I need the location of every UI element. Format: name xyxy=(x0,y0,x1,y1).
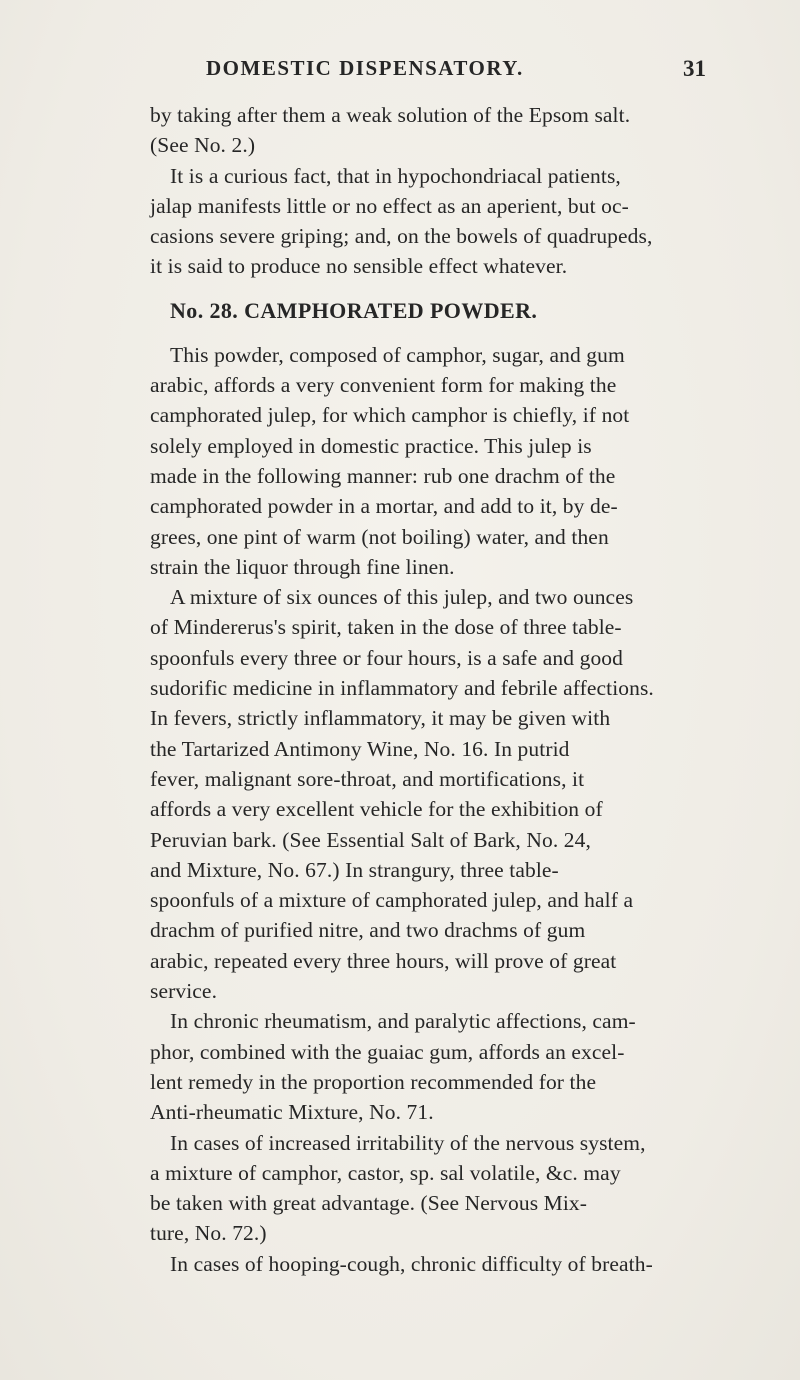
running-head xyxy=(206,56,706,86)
text-line: This powder, composed of camphor, sugar, and gum xyxy=(170,342,625,367)
text-line: In fevers, strictly inflammatory, it may be given with xyxy=(150,706,611,731)
text-line: ture, No. 72.) xyxy=(150,1221,267,1246)
text-line: Peruvian bark. (See Essential Salt of Bark, No. 24, xyxy=(150,827,591,852)
text-line: strain the liquor through fine linen. xyxy=(150,554,455,579)
text-line: the Tartarized Antimony Wine, No. 16. In putrid xyxy=(150,736,570,761)
text-line: fever, malignant sore-throat, and mortifications, it xyxy=(150,766,585,791)
text-line: (See No. 2.) xyxy=(150,133,256,158)
text-line: be taken with great advantage. (See Nervous Mix- xyxy=(150,1191,588,1216)
text-line: In cases of increased irritability of the nervous system, xyxy=(170,1130,646,1155)
text-line: It is a curious fact, that in hypochondriacal patients, xyxy=(170,163,621,188)
text-line: affords a very excellent vehicle for the exhibition of xyxy=(150,797,603,822)
section-heading: No. 28. CAMPHORATED POWDER. xyxy=(170,297,538,323)
text-line: arabic, repeated every three hours, will prove of great xyxy=(150,948,617,973)
running-title: DOMESTIC DISPENSATORY. xyxy=(206,56,524,80)
text-line: spoonfuls of a mixture of camphorated julep, and half a xyxy=(150,888,634,913)
text-line: phor, combined with the guaiac gum, affords an excel- xyxy=(150,1039,625,1064)
text-line: camphorated julep, for which camphor is chiefly, if not xyxy=(150,403,630,428)
text-line: solely employed in domestic practice. This julep is xyxy=(150,433,592,458)
text-line: In cases of hooping-cough, chronic difficulty of breath- xyxy=(170,1251,653,1276)
page-number: 31 xyxy=(683,56,706,81)
text-line: by taking after them a weak solution of the Epsom salt. xyxy=(150,103,631,127)
text-line: camphorated powder in a mortar, and add to it, by de- xyxy=(150,494,618,519)
text-line: a mixture of camphor, castor, sp. sal volatile, &c. may xyxy=(150,1160,621,1185)
text-line: Anti-rheumatic Mixture, No. 71. xyxy=(150,1100,434,1125)
text-line: made in the following manner: rub one drachm of the xyxy=(150,463,616,488)
text-line: jalap manifests little or no effect as an aperient, but oc- xyxy=(150,193,629,218)
text-line: arabic, affords a very convenient form for making the xyxy=(150,373,617,398)
paragraph-jalap xyxy=(150,161,710,282)
text-line: grees, one pint of warm (not boiling) water, and then xyxy=(150,524,609,549)
paragraph-rheumatism xyxy=(150,1006,710,1127)
text-line: lent remedy in the proportion recommended for the xyxy=(150,1069,597,1094)
paragraph-mixture xyxy=(150,582,710,1006)
text-line: sudorific medicine in inflammatory and febrile affections. xyxy=(150,676,654,701)
paragraph-continuation xyxy=(150,100,710,161)
text-line: service. xyxy=(150,979,218,1004)
text-line: it is said to produce no sensible effect whatever. xyxy=(150,254,568,279)
text-line: of Mindererus's spirit, taken in the dose of three table- xyxy=(150,615,622,640)
text-line: A mixture of six ounces of this julep, and two ounces xyxy=(170,585,634,610)
text-line: In chronic rheumatism, and paralytic affections, cam- xyxy=(170,1009,636,1034)
paragraph-nervous xyxy=(150,1128,710,1249)
text-line: drachm of purified nitre, and two drachms of gum xyxy=(150,918,586,943)
paragraph-camphorated-julep xyxy=(150,340,710,582)
text-line: and Mixture, No. 67.) In strangury, three table- xyxy=(150,857,559,882)
paragraph-hooping-cough xyxy=(150,1249,710,1279)
text-line: casions severe griping; and, on the bowels of quadrupeds, xyxy=(150,224,653,249)
text-line: spoonfuls every three or four hours, is a safe and good xyxy=(150,645,623,670)
body-text xyxy=(150,100,710,1279)
